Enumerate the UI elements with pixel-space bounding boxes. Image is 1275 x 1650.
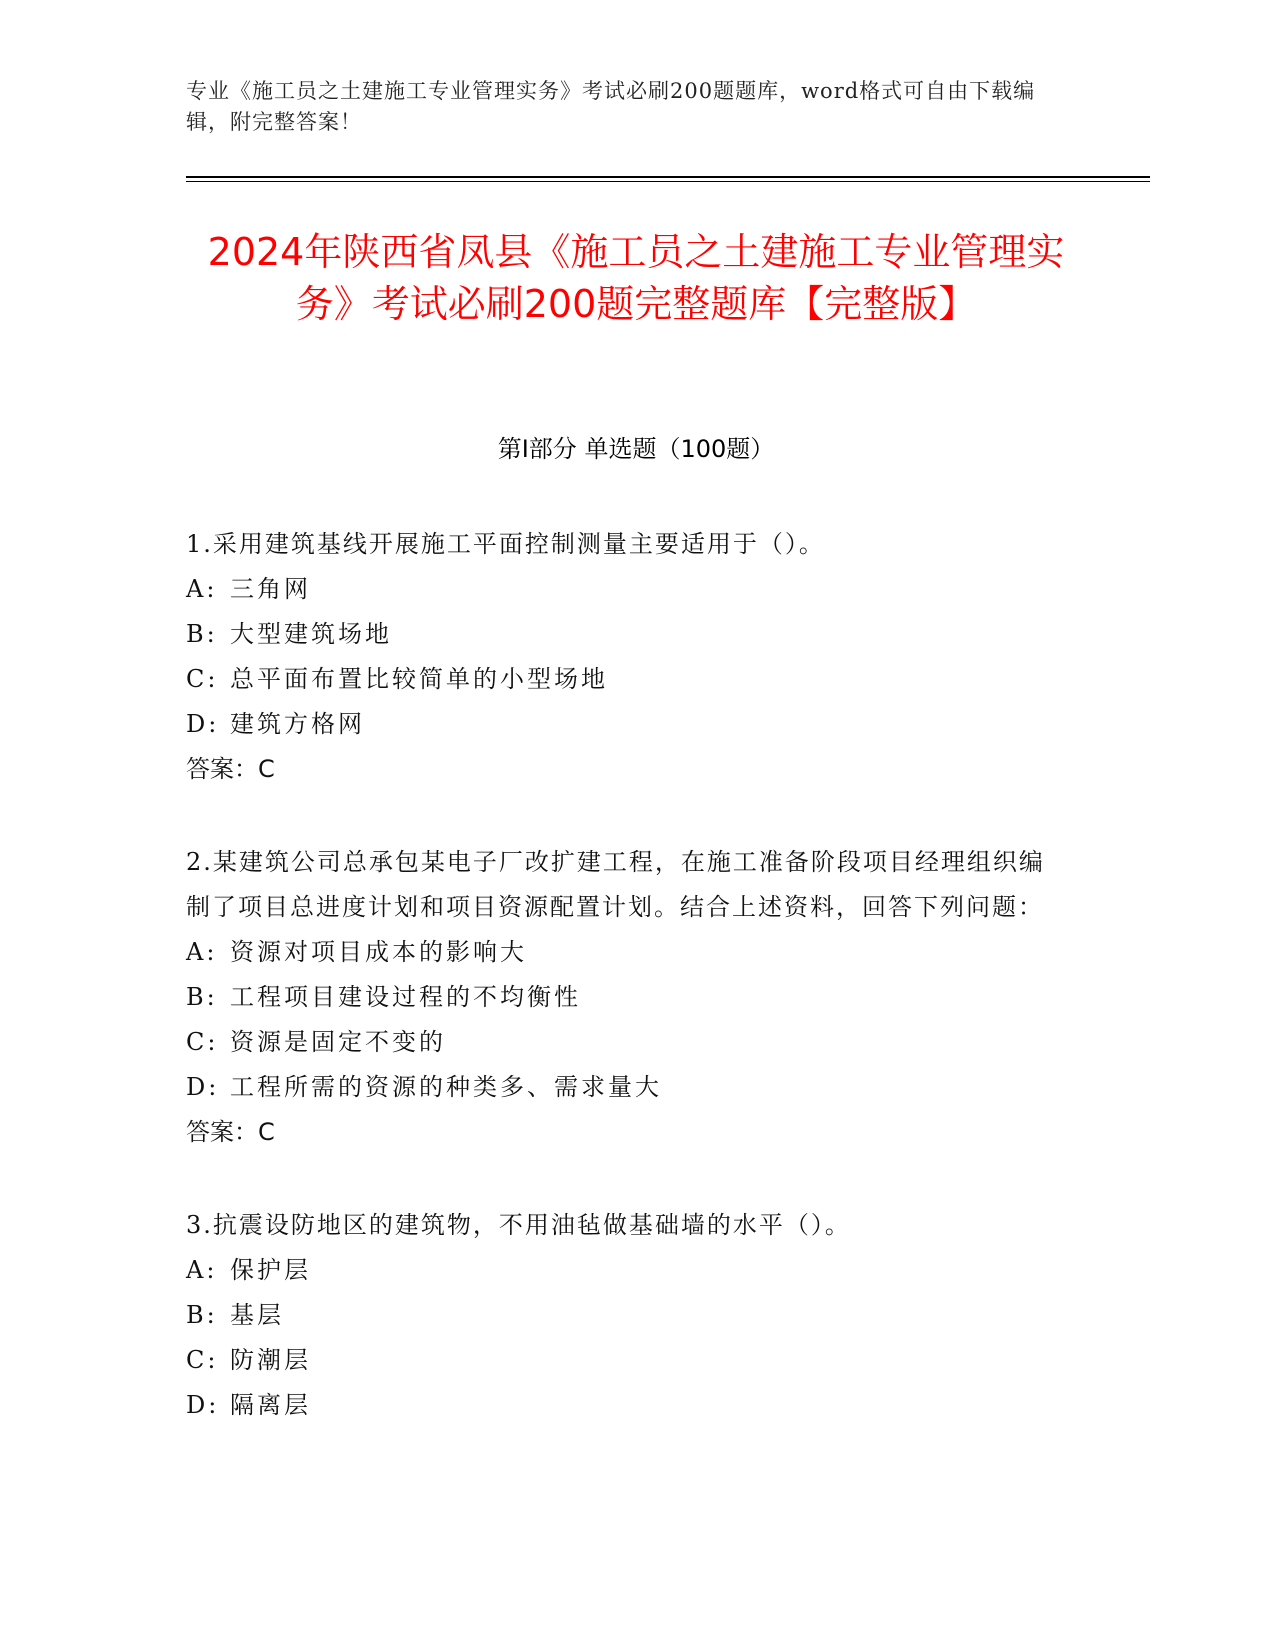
option-b — [186, 612, 1066, 657]
header-note: 专业《施工员之土建施工专业管理实务》考试必刷200题题库，word格式可自由下载编辑，附完整答案！ — [186, 79, 1036, 134]
option-letter: A: — [186, 1256, 218, 1284]
option-a — [186, 1248, 1066, 1293]
option-letter: B: — [186, 1301, 218, 1329]
answer-line: 答案：C — [186, 1118, 275, 1146]
header-divider-thin — [186, 181, 1150, 182]
option-d — [186, 702, 1066, 747]
option-text: 建筑方格网 — [230, 710, 365, 738]
answer-line: 答案：C — [186, 755, 275, 783]
option-c — [186, 1338, 1066, 1383]
question-item — [186, 522, 1066, 792]
option-text: 工程项目建设过程的不均衡性 — [230, 983, 581, 1011]
header-divider-thick — [186, 176, 1150, 178]
option-letter: C: — [186, 665, 219, 693]
option-c — [186, 1020, 1066, 1065]
option-letter: D: — [186, 1391, 220, 1419]
option-b — [186, 1293, 1066, 1338]
document-title: 2024年陕西省凤县《施工员之土建施工专业管理实务》考试必刷200题完整题库【完整版】 — [207, 230, 1065, 326]
option-text: 隔离层 — [230, 1391, 311, 1419]
option-text: 三角网 — [230, 575, 311, 603]
option-a — [186, 567, 1066, 612]
option-letter: D: — [186, 710, 220, 738]
option-letter: A: — [186, 938, 218, 966]
option-text: 大型建筑场地 — [230, 620, 392, 648]
question-item — [186, 840, 1066, 1155]
option-letter: A: — [186, 575, 218, 603]
question-stem: 3.抗震设防地区的建筑物，不用油毡做基础墙的水平（）。 — [186, 1211, 851, 1239]
option-b — [186, 975, 1066, 1020]
option-a — [186, 930, 1066, 975]
question-item — [186, 1203, 1066, 1428]
option-c — [186, 657, 1066, 702]
option-text: 工程所需的资源的种类多、需求量大 — [230, 1073, 662, 1101]
option-text: 资源是固定不变的 — [230, 1028, 446, 1056]
option-letter: B: — [186, 983, 218, 1011]
section-title: 第Ⅰ部分 单选题（100题） — [497, 435, 775, 463]
option-text: 保护层 — [230, 1256, 311, 1284]
option-letter: B: — [186, 620, 218, 648]
question-list — [186, 522, 1066, 1476]
question-stem: 1.采用建筑基线开展施工平面控制测量主要适用于（）。 — [186, 530, 825, 558]
option-text: 资源对项目成本的影响大 — [230, 938, 527, 966]
option-text: 基层 — [230, 1301, 284, 1329]
option-text: 防潮层 — [230, 1346, 311, 1374]
option-letter: C: — [186, 1028, 219, 1056]
option-letter: D: — [186, 1073, 220, 1101]
option-d — [186, 1383, 1066, 1428]
question-stem: 2.某建筑公司总承包某电子厂改扩建工程，在施工准备阶段项目经理组织编制了项目总进度计划和项目资源配置计划。结合上述资料，回答下列问题： — [186, 848, 1045, 921]
option-letter: C: — [186, 1346, 219, 1374]
option-text: 总平面布置比较简单的小型场地 — [230, 665, 608, 693]
option-d — [186, 1065, 1066, 1110]
